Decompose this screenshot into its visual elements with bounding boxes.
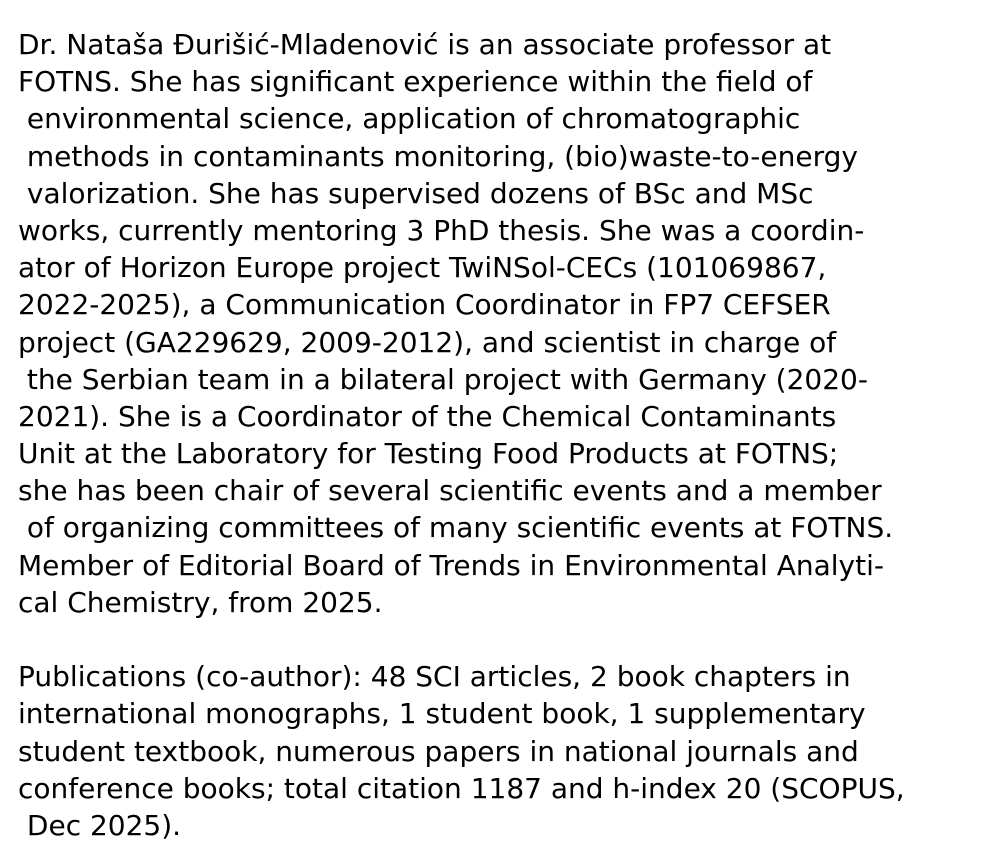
paragraph-spacer <box>18 621 1000 658</box>
bio-line: environmental science, application of chromatographic <box>18 102 801 136</box>
bio-line: FOTNS. She has significant experience within the field of <box>18 65 813 99</box>
bio-line: the Serbian team in a bilateral project with Germany (2020- <box>18 362 868 396</box>
publications-line: international monographs, 1 student book, 1 supplementary <box>18 697 866 731</box>
bio-line: Dr. Nataša Đurišić-Mladenović is an associate professor at <box>18 28 832 61</box>
bio-line: Member of Editorial Board of Trends in Environmental Analyti- <box>18 548 884 582</box>
bio-line: works, currently mentoring 3 PhD thesis. She was a coordin- <box>18 213 865 247</box>
bio-line: valorization. She has supervised dozens of BSc and MSc <box>18 176 814 210</box>
bio-line: she has been chair of several scientific events and a member <box>18 474 882 508</box>
publications-line: Dec 2025). <box>18 808 182 842</box>
bio-line: cal Chemistry, from 2025. <box>18 585 383 619</box>
publications-line: conference books; total citation 1187 and h-index 20 (SCOPUS, <box>18 771 905 805</box>
bio-line: of organizing committees of many scientific events at FOTNS. <box>18 511 894 545</box>
bio-line: 2021). She is a Coordinator of the Chemical Contaminants <box>18 399 837 433</box>
bio-paragraph <box>18 26 1000 621</box>
bio-line: Unit at the Laboratory for Testing Food Products at FOTNS; <box>18 437 839 471</box>
bio-line: project (GA229629, 2009-2012), and scientist in charge of <box>18 325 837 359</box>
bio-line: ator of Horizon Europe project TwiNSol-CECs (101069867, <box>18 251 827 285</box>
publications-line: student textbook, numerous papers in national journals and <box>18 734 859 768</box>
bio-line: 2022-2025), a Communication Coordinator in FP7 CEFSER <box>18 288 831 322</box>
document-body <box>18 26 1000 844</box>
bio-line: methods in contaminants monitoring, (bio)waste-to-energy <box>18 139 858 173</box>
publications-paragraph <box>18 658 1000 844</box>
publications-line: Publications (co-author): 48 SCI articles, 2 book chapters in <box>18 660 851 694</box>
